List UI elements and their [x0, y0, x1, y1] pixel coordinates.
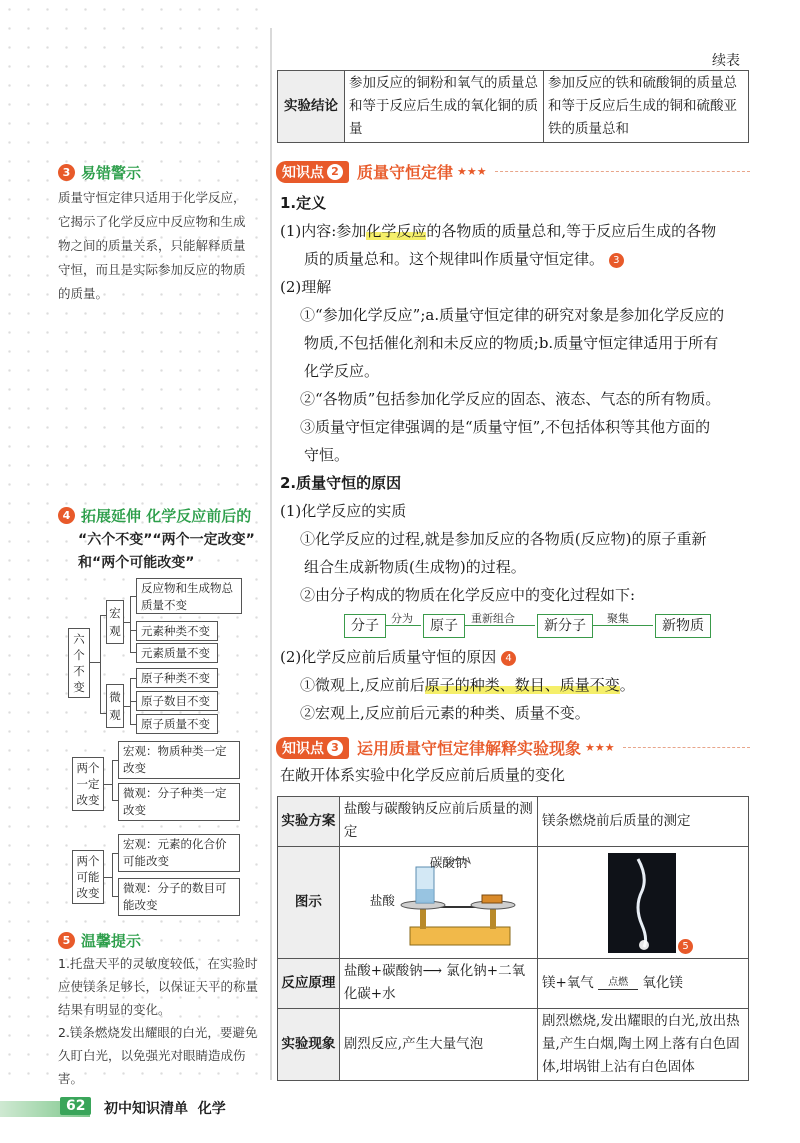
kp2-title: 质量守恒定律 — [357, 163, 454, 182]
kp3-row-label: 图示 — [278, 847, 340, 959]
kp2-badge — [276, 161, 349, 183]
kp3-row-label: 实验方案 — [278, 797, 340, 847]
tree-leaf: 原子数目不变 — [136, 691, 218, 711]
kp3-badge — [276, 737, 349, 759]
kp2-text: (1)内容:参加 — [280, 222, 367, 240]
tree-leaf: 宏观：元素的化合价可能改变 — [118, 834, 240, 872]
kp2-m1 — [300, 674, 635, 696]
kp2-u1-l2: 物质,不包括催化剂和未反应的物质;b.质量守恒定律适用于所有 — [304, 334, 719, 352]
kp3-cell — [538, 959, 749, 1009]
kp3-table — [277, 796, 749, 1081]
tree-leaf: 微观：分子种类一定改变 — [118, 783, 240, 821]
kp2-text: 。 — [619, 676, 635, 694]
tree-leaf: 原子质量不变 — [136, 714, 218, 734]
kp2-u3-l1: ③质量守恒定律强调的是“质量守恒”,不包括体积等其他方面的 — [300, 418, 711, 436]
continued-label: 续表 — [712, 53, 740, 69]
top-table-cell: 参加反应的铁和硫酸铜的质量总和等于反应后生成的铜和硫酸亚铁的质量总和 — [544, 71, 749, 143]
flow-node: 新物质 — [655, 614, 711, 638]
note5-title-text: 温馨提示 — [81, 932, 142, 950]
flow-label: 重新组合 — [471, 612, 515, 625]
kp3-row-label: 实验现象 — [278, 1009, 340, 1081]
note3-badge: 3 — [58, 164, 75, 181]
note3-line: 的质量。 — [58, 286, 109, 301]
kp3-cell: 盐酸与碳酸钠反应前后质量的测定 — [339, 797, 537, 847]
book-name: 初中知识清单 — [104, 1101, 188, 1117]
kp2-s1-p1 — [280, 220, 716, 242]
column-divider — [270, 28, 272, 1080]
note3-body — [58, 186, 258, 306]
macro-node: 宏观 — [106, 600, 124, 644]
flow-node: 原子 — [423, 614, 465, 638]
kp3-cell: 镁条燃烧前后质量的测定 — [538, 797, 749, 847]
note4-title-l2: “六个不变”“两个一定改变” — [78, 532, 255, 548]
note4-title-l3: 和“两个可能改变” — [78, 555, 195, 571]
kp2-s2-p1: (1)化学反应的实质 — [280, 502, 407, 520]
kp2-u1-l1: ①“参加化学反应”;a.质量守恒定律的研究对象是参加化学反应的 — [300, 306, 725, 324]
kp2-u3-l2: 守恒。 — [304, 446, 350, 464]
kp2-r1-l1: ①化学反应的过程,就是参加反应的各物质(反应物)的原子重新 — [300, 530, 707, 548]
tree-leaf: 反应物和生成物总质量不变 — [136, 578, 242, 614]
note3-title-text: 易错警示 — [81, 164, 142, 182]
highlight-text: 原子的种类、数目、质量不变 — [424, 676, 620, 694]
highlight-text: 化学反应 — [366, 222, 427, 240]
kp2-badge-text: 知识点 — [282, 164, 324, 181]
kp3-badge-num: 3 — [327, 740, 343, 756]
kp2-text: 的各物质的质量总和,等于反应后生成的各物 — [426, 222, 717, 240]
kp3-cell — [339, 959, 537, 1009]
kp2-badge-num: 2 — [327, 164, 343, 180]
kp2-m2: ②宏观上,反应前后元素的种类、质量不变。 — [300, 704, 590, 722]
note5-item: 2.镁条燃烧发出耀眼的白光，要避免久盯白光，以免强光对眼睛造成伤害。 — [58, 1025, 258, 1086]
tree-leaf: 宏观：物质种类一定改变 — [118, 741, 240, 779]
kp2-r1-l2: 组合生成新物质(生成物)的过程。 — [304, 558, 526, 576]
kp2-header — [276, 160, 750, 183]
note5-title — [58, 930, 141, 951]
note4-title-l1: 拓展延伸 化学反应前后的 — [81, 507, 252, 525]
kp2-u2: ②“各物质”包括参加化学反应的固态、液态、气态的所有物质。 — [300, 390, 721, 408]
kp2-r2: ②由分子构成的物质在化学反应中的变化过程如下: — [300, 586, 636, 604]
kp3-header — [276, 736, 750, 759]
tree-leaf: 元素质量不变 — [136, 643, 218, 663]
note-ref-badge: 4 — [501, 651, 516, 666]
tree-leaf: 微观：分子的数目可能改变 — [118, 878, 240, 916]
note4-badge: 4 — [58, 507, 75, 524]
kp3-text: 体,坩埚钳上沾有白色固体 — [542, 1059, 695, 1075]
kp3-cell: 剧烈反应,产生大量气泡 — [339, 1009, 537, 1081]
figure-label: 碳酸钠 — [429, 855, 468, 870]
kp2-s1-p1-l2 — [304, 248, 624, 270]
kp3-row-label: 反应原理 — [278, 959, 340, 1009]
kp3-badge-text: 知识点 — [282, 740, 324, 757]
figure-label: 盐酸 — [369, 893, 395, 908]
book-subject: 化学 — [197, 1101, 226, 1117]
magnesium-burning-photo — [538, 847, 748, 957]
kp3-intro: 在敞开体系实验中化学反应前后质量的变化 — [280, 766, 566, 784]
note-ref-badge: 3 — [609, 253, 624, 268]
top-table-cell: 参加反应的铜粉和氧气的质量总和等于反应后生成的氧化铜的质量 — [345, 71, 544, 143]
kp2-stars: ★★★ — [457, 165, 487, 178]
kp3-text: 盐酸+碳酸钠⟶ 氯化钠+二氧 — [343, 963, 526, 979]
kp2-text: ①微观上,反应前后 — [300, 676, 425, 694]
kp2-s2-p2 — [280, 646, 516, 668]
balance-figure-cell — [339, 847, 537, 959]
book-title — [104, 1098, 226, 1118]
kp2-text: 质的质量总和。这个规律叫作质量守恒定律。 — [304, 250, 605, 268]
flow-node: 新分子 — [537, 614, 593, 638]
kp3-title: 运用质量守恒定律解释实验现象 — [357, 739, 582, 758]
note3-title — [58, 162, 141, 183]
flow-label: 聚集 — [607, 612, 629, 625]
kp3-cell — [538, 1009, 749, 1081]
reaction-condition: 点燃 — [608, 976, 629, 988]
top-table — [277, 70, 749, 143]
six-unchanged-node: 六个不变 — [68, 628, 90, 698]
kp2-text: (2)化学反应前后质量守恒的原因 — [280, 648, 497, 666]
kp3-text: 镁+氧气 — [542, 975, 594, 991]
kp2-u1-l3: 化学反应。 — [304, 362, 380, 380]
note5-badge: 5 — [58, 932, 75, 949]
page-number: 62 — [60, 1097, 91, 1115]
note5-body — [58, 952, 258, 1090]
note3-line: 它揭示了化学反应中反应物和生成 — [58, 214, 246, 229]
magnesium-figure-cell — [538, 847, 749, 959]
kp3-text: 剧烈燃烧,发出耀眼的白光,放出热 — [542, 1013, 740, 1029]
tree-leaf: 原子种类不变 — [136, 668, 218, 688]
top-table-row-label: 实验结论 — [278, 71, 345, 143]
micro-node: 微观 — [106, 684, 124, 728]
kp3-stars: ★★★ — [585, 741, 615, 754]
note3-line: 守恒，而且是实际参加反应的物质 — [58, 262, 246, 277]
two-may-node: 两个可能改变 — [72, 850, 104, 904]
page-footer — [0, 1095, 800, 1121]
flow-node: 分子 — [344, 614, 386, 638]
kp3-text: 化碳+水 — [343, 986, 396, 1002]
kp3-text: 量,产生白烟,陶土网上落有白色固 — [542, 1036, 740, 1052]
flow-label: 分为 — [391, 612, 413, 625]
note5-item: 1.托盘天平的灵敏度较低，在实验时应使镁条足够长，以保证天平的称量结果有明显的变化。 — [58, 956, 259, 1017]
note4-title — [58, 505, 251, 526]
kp2-s2-heading: 2.质量守恒的原因 — [280, 474, 402, 492]
two-must-node: 两个一定改变 — [72, 757, 104, 811]
tree-leaf: 元素种类不变 — [136, 621, 218, 641]
kp3-text: 氧化镁 — [642, 975, 683, 991]
note-ref-badge: 5 — [678, 939, 693, 954]
kp2-s1-p2: (2)理解 — [280, 278, 332, 296]
kp2-s1-heading: 1.定义 — [280, 194, 327, 212]
note3-line: 物之间的质量关系，只能解释质量 — [58, 238, 246, 253]
note3-line: 质量守恒定律只适用于化学反应， — [58, 190, 246, 205]
